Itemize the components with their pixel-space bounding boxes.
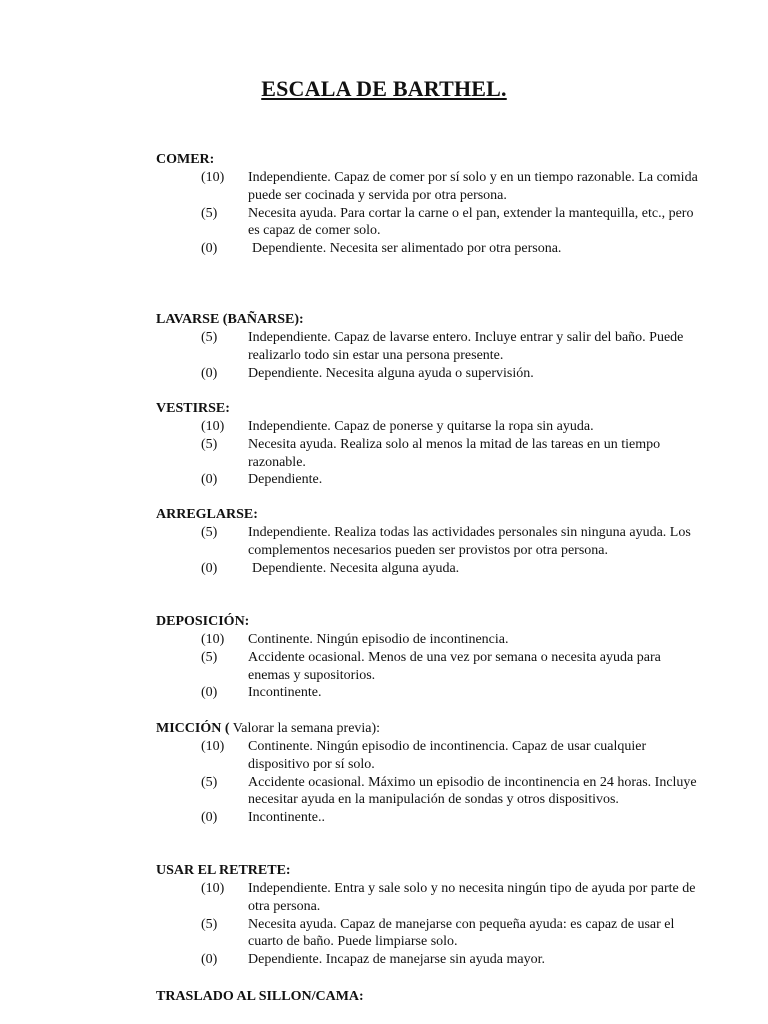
list-item xyxy=(156,205,716,241)
list-item xyxy=(156,951,716,969)
item-score: (10) xyxy=(201,170,225,185)
item-text: Independiente. Entra y sale solo y no necesita ningún tipo de ayuda por parte de otra persona. xyxy=(248,881,696,914)
item-score: (0) xyxy=(201,472,218,488)
section-heading-note: Valorar la semana previa): xyxy=(229,721,381,736)
section-heading: COMER: xyxy=(156,152,215,167)
item-score: (5) xyxy=(201,916,218,932)
item-score: (0) xyxy=(201,241,218,257)
item-score: (0) xyxy=(201,952,218,968)
list-item xyxy=(156,774,716,810)
item-text: Necesita ayuda. Capaz de manejarse con pequeña ayuda: es capaz de usar el cuarto de baño. Puede limpiarse solo. xyxy=(248,916,675,950)
item-text: Independiente. Realiza todas las actividades personales sin ninguna ayuda. Los complementos necesarios pueden ser provistos por otra persona. xyxy=(248,525,691,558)
section-heading: TRASLADO AL SILLON/CAMA: xyxy=(156,989,364,1004)
item-text: Dependiente. Necesita alguna ayuda. xyxy=(252,560,460,576)
item-text: Dependiente. Necesita alguna ayuda o supervisión. xyxy=(248,365,534,381)
item-score: (5) xyxy=(201,330,218,345)
item-score: (10) xyxy=(201,739,225,754)
item-text: Independiente. Capaz de lavarse entero. Incluye entrar y salir del baño. Puede realizarlo todo sin estar una persona presente. xyxy=(248,330,684,363)
item-text: Accidente ocasional. Máximo un episodio de incontinencia en 24 horas. Incluye necesitar ayuda en la manipulación de sondas y otros dispositivos. xyxy=(248,774,697,808)
item-score: (0) xyxy=(201,810,218,826)
section-lavarse xyxy=(156,311,716,382)
item-text: Dependiente. xyxy=(248,472,323,488)
item-score: (10) xyxy=(201,632,225,647)
list-item xyxy=(156,684,716,702)
item-score: (0) xyxy=(201,685,218,701)
item-text: Independiente. Capaz de ponerse y quitarse la ropa sin ayuda. xyxy=(248,419,594,434)
section-heading: VESTIRSE: xyxy=(156,401,230,416)
item-text: Independiente. Capaz de comer por sí solo y en un tiempo razonable. La comida puede ser cocinada y servida por otra persona. xyxy=(248,170,698,203)
list-item xyxy=(156,560,716,578)
item-score: (10) xyxy=(201,881,225,896)
item-text: Necesita ayuda. Realiza solo al menos la mitad de las tareas en un tiempo razonable. xyxy=(248,436,661,470)
section-heading: ARREGLARSE: xyxy=(156,507,258,522)
list-item xyxy=(156,809,716,827)
item-score: (5) xyxy=(201,205,218,221)
list-item xyxy=(156,169,716,205)
item-text: Dependiente. Incapaz de manejarse sin ayuda mayor. xyxy=(248,952,545,968)
list-item xyxy=(156,649,716,685)
section-usar-el-retrete xyxy=(156,862,716,969)
item-score: (0) xyxy=(201,365,218,381)
section-deposicion xyxy=(156,613,716,702)
list-item xyxy=(156,418,716,436)
list-item xyxy=(156,436,716,472)
item-score: (5) xyxy=(201,774,218,790)
item-text: Continente. Ningún episodio de incontinencia. Capaz de usar cualquier dispositivo por sí solo. xyxy=(248,739,647,772)
list-item xyxy=(156,471,716,489)
list-item xyxy=(156,365,716,383)
list-item xyxy=(156,880,716,916)
section-heading-label: MICCIÓN ( xyxy=(156,721,230,736)
section-heading: DEPOSICIÓN: xyxy=(156,614,250,629)
section-arreglarse xyxy=(156,506,716,577)
item-score: (10) xyxy=(201,419,225,434)
item-text: Accidente ocasional. Menos de una vez por semana o necesita ayuda para enemas y supositorios. xyxy=(248,649,661,683)
section-heading xyxy=(156,720,716,738)
section-miccion xyxy=(156,720,716,827)
item-score: (5) xyxy=(201,649,218,665)
item-text: Dependiente. Necesita ser alimentado por otra persona. xyxy=(252,241,562,257)
list-item xyxy=(156,916,716,952)
list-item xyxy=(156,240,716,258)
item-text: Incontinente.. xyxy=(248,810,325,826)
item-score: (5) xyxy=(201,525,218,540)
item-score: (0) xyxy=(201,560,218,576)
section-comer xyxy=(156,151,716,258)
document-title: ESCALA DE BARTHEL. xyxy=(261,76,507,101)
item-text: Necesita ayuda. Para cortar la carne o el pan, extender la mantequilla, etc., pero es capaz de comer solo. xyxy=(248,205,694,239)
section-traslado xyxy=(156,988,716,1006)
item-text: Incontinente. xyxy=(248,685,322,701)
list-item xyxy=(156,631,716,649)
section-heading: LAVARSE (BAÑARSE): xyxy=(156,312,304,327)
list-item xyxy=(156,524,716,560)
item-score: (5) xyxy=(201,436,218,452)
section-heading: USAR EL RETRETE: xyxy=(156,863,291,878)
list-item xyxy=(156,738,716,774)
section-vestirse xyxy=(156,400,716,489)
item-text: Continente. Ningún episodio de incontinencia. xyxy=(248,632,509,647)
list-item xyxy=(156,329,716,365)
